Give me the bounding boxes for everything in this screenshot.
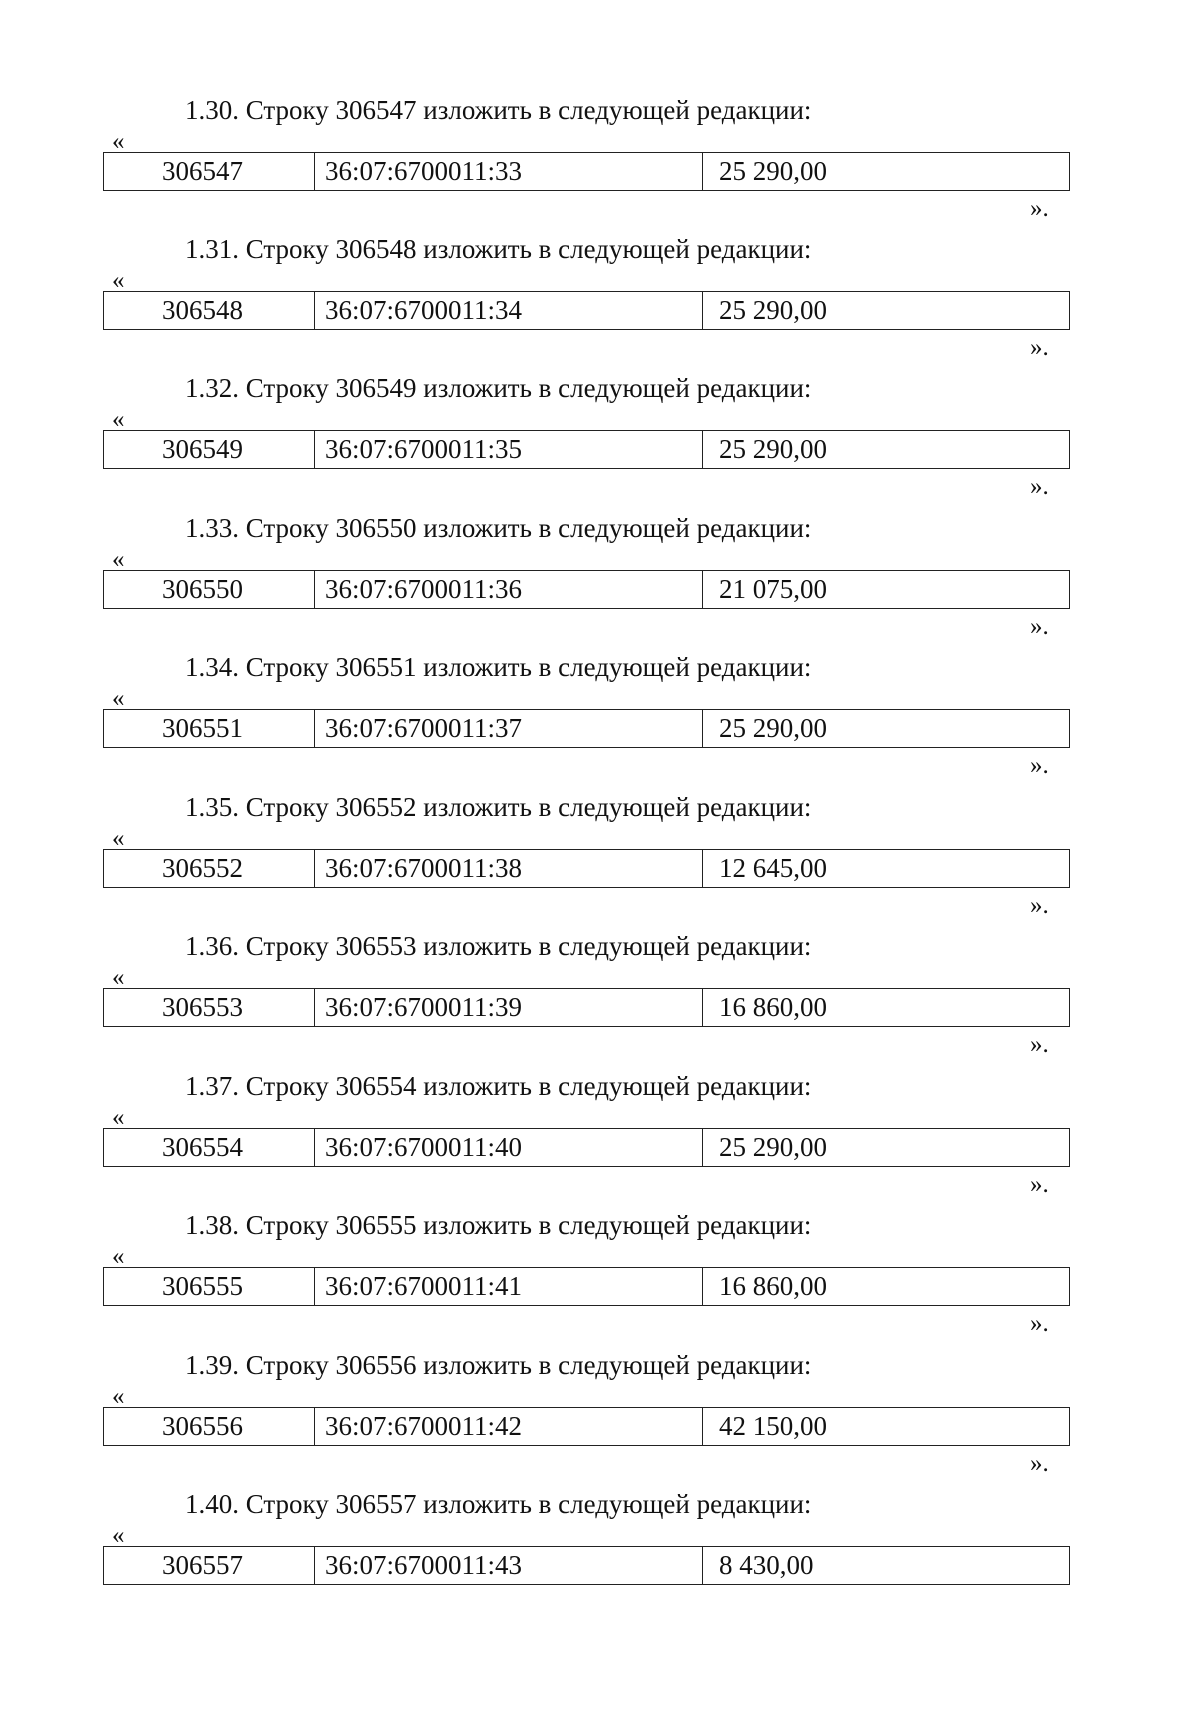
row-number-cell: 306551: [104, 710, 315, 747]
row-number-cell: 306550: [104, 571, 315, 608]
amendment-heading: 1.36. Строку 306553 изложить в следующей редакции:: [185, 931, 812, 961]
amendment-block: [0, 651, 1200, 791]
value-cell: 25 290,00: [719, 713, 827, 743]
row-number-cell: 306555: [104, 1268, 315, 1305]
table-row: [103, 1128, 1070, 1167]
closing-quote: ».: [1030, 1310, 1049, 1337]
amendment-block: [0, 930, 1200, 1070]
value-cell: 16 860,00: [719, 1271, 827, 1301]
cadastral-number-cell: 36:07:6700011:42: [315, 1408, 703, 1445]
opening-quote: «: [112, 546, 125, 573]
opening-quote: «: [112, 825, 125, 852]
cadastral-number-cell: 36:07:6700011:35: [315, 431, 703, 468]
row-number-cell: 306556: [104, 1408, 315, 1445]
amendment-block: [0, 1070, 1200, 1210]
cadastral-number-cell: 36:07:6700011:41: [315, 1268, 703, 1305]
amendment-heading: 1.35. Строку 306552 изложить в следующей редакции:: [185, 792, 812, 822]
table-row: [103, 570, 1070, 609]
amendment-heading: 1.38. Строку 306555 изложить в следующей редакции:: [185, 1210, 812, 1240]
opening-quote: «: [112, 964, 125, 991]
cadastral-number-cell: 36:07:6700011:36: [315, 571, 703, 608]
amendment-block: [0, 372, 1200, 512]
table-row: [103, 1546, 1070, 1585]
closing-quote: ».: [1030, 1031, 1049, 1058]
cadastral-number-cell: 36:07:6700011:40: [315, 1129, 703, 1166]
row-number-cell: 306557: [104, 1547, 315, 1584]
amendment-heading: 1.32. Строку 306549 изложить в следующей редакции:: [185, 373, 812, 403]
cadastral-number-cell: 36:07:6700011:34: [315, 292, 703, 329]
table-row: [103, 849, 1070, 888]
table-row: [103, 1407, 1070, 1446]
table-row: [103, 430, 1070, 469]
amendment-block: [0, 1209, 1200, 1349]
amendment-heading: 1.31. Строку 306548 изложить в следующей редакции:: [185, 234, 812, 264]
table-row: [103, 988, 1070, 1027]
opening-quote: «: [112, 267, 125, 294]
row-number-cell: 306554: [104, 1129, 315, 1166]
amendment-heading: 1.34. Строку 306551 изложить в следующей редакции:: [185, 652, 812, 682]
amendment-heading: 1.40. Строку 306557 изложить в следующей редакции:: [185, 1489, 812, 1519]
value-cell: 25 290,00: [719, 295, 827, 325]
cadastral-number-cell: 36:07:6700011:38: [315, 850, 703, 887]
opening-quote: «: [112, 1383, 125, 1410]
value-cell: 25 290,00: [719, 434, 827, 464]
closing-quote: ».: [1030, 1450, 1049, 1477]
value-cell: 42 150,00: [719, 1411, 827, 1441]
cadastral-number-cell: 36:07:6700011:39: [315, 989, 703, 1026]
value-cell: 25 290,00: [719, 156, 827, 186]
row-number-cell: 306553: [104, 989, 315, 1026]
row-number-cell: 306549: [104, 431, 315, 468]
opening-quote: «: [112, 1522, 125, 1549]
value-cell: 16 860,00: [719, 992, 827, 1022]
amendment-block: [0, 791, 1200, 931]
amendment-block: [0, 94, 1200, 234]
amendment-block: [0, 233, 1200, 373]
value-cell: 25 290,00: [719, 1132, 827, 1162]
closing-quote: ».: [1030, 1171, 1049, 1198]
table-row: [103, 152, 1070, 191]
value-cell: 8 430,00: [719, 1550, 814, 1580]
row-number-cell: 306547: [104, 153, 315, 190]
amendment-block: [0, 1349, 1200, 1489]
opening-quote: «: [112, 1243, 125, 1270]
opening-quote: «: [112, 128, 125, 155]
closing-quote: ».: [1030, 752, 1049, 779]
amendment-heading: 1.30. Строку 306547 изложить в следующей редакции:: [185, 95, 812, 125]
amendment-block: [0, 512, 1200, 652]
row-number-cell: 306552: [104, 850, 315, 887]
opening-quote: «: [112, 1104, 125, 1131]
table-row: [103, 291, 1070, 330]
cadastral-number-cell: 36:07:6700011:37: [315, 710, 703, 747]
amendment-block: [0, 1488, 1200, 1628]
table-row: [103, 1267, 1070, 1306]
closing-quote: ».: [1030, 613, 1049, 640]
closing-quote: ».: [1030, 892, 1049, 919]
opening-quote: «: [112, 406, 125, 433]
value-cell: 12 645,00: [719, 853, 827, 883]
value-cell: 21 075,00: [719, 574, 827, 604]
cadastral-number-cell: 36:07:6700011:43: [315, 1547, 703, 1584]
closing-quote: ».: [1030, 195, 1049, 222]
closing-quote: ».: [1030, 334, 1049, 361]
cadastral-number-cell: 36:07:6700011:33: [315, 153, 703, 190]
closing-quote: ».: [1030, 473, 1049, 500]
opening-quote: «: [112, 685, 125, 712]
amendment-heading: 1.37. Строку 306554 изложить в следующей редакции:: [185, 1071, 812, 1101]
table-row: [103, 709, 1070, 748]
amendment-heading: 1.39. Строку 306556 изложить в следующей редакции:: [185, 1350, 812, 1380]
amendment-heading: 1.33. Строку 306550 изложить в следующей редакции:: [185, 513, 812, 543]
row-number-cell: 306548: [104, 292, 315, 329]
